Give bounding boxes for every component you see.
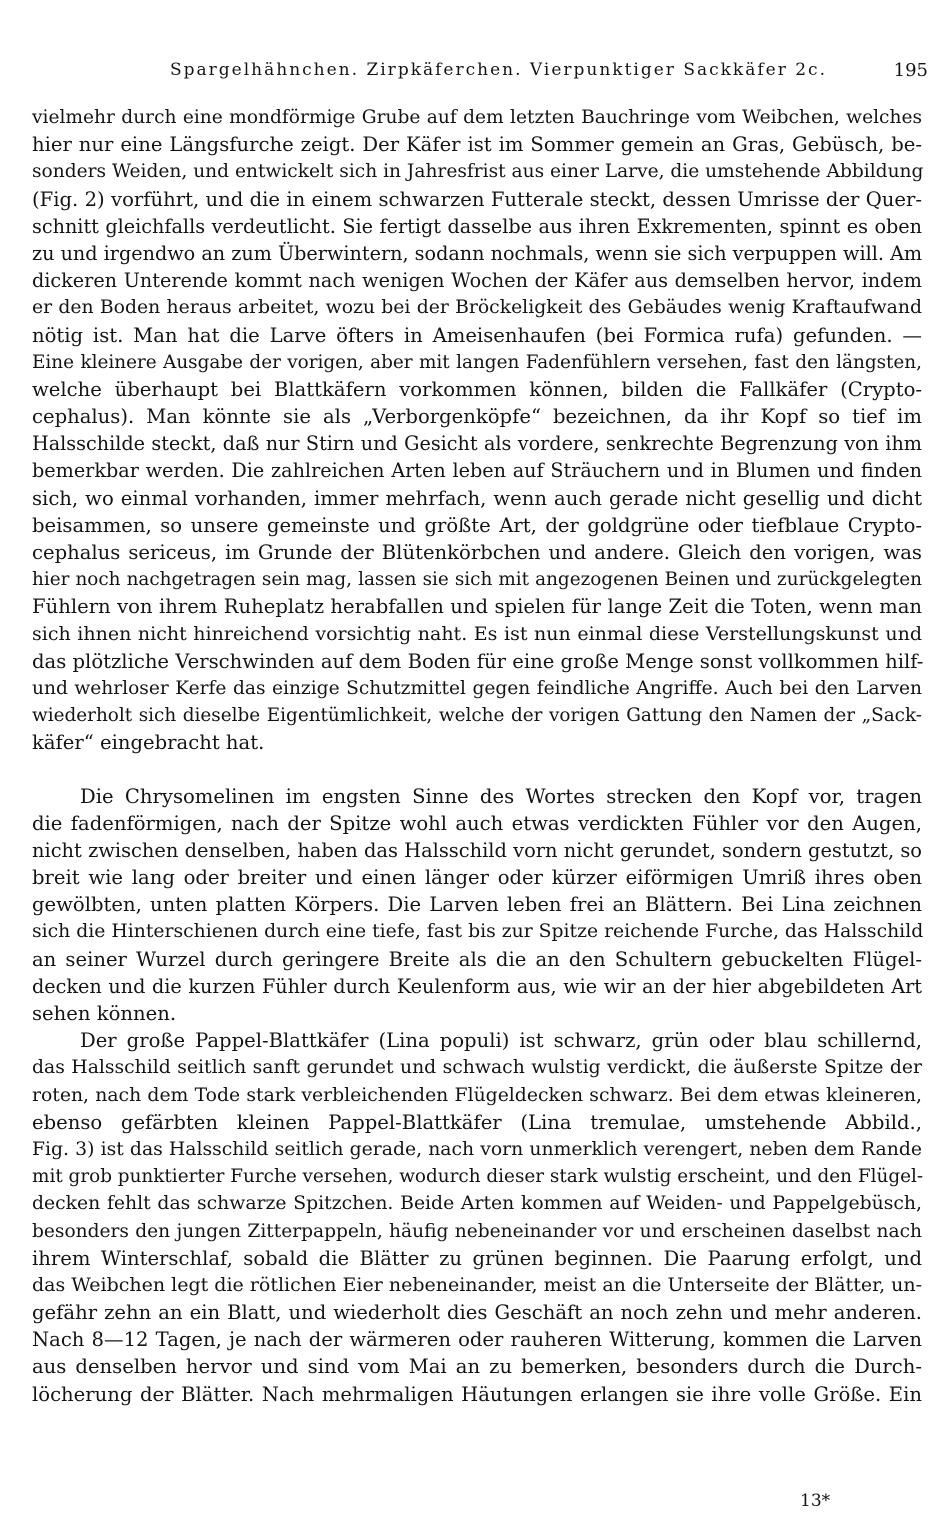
text-line: Eine kleinere Ausgabe der vorigen, aber mit langen Fadenfühlern versehen, fast den längsten, xyxy=(32,351,922,373)
running-head xyxy=(0,0,950,90)
text-line: sehen können. xyxy=(32,1002,177,1025)
text-line: die fadenförmigen, nach der Spitze wohl auch etwas verdickten Fühler vor den Augen, xyxy=(32,811,922,835)
text-line: er den Boden heraus arbeitet, wozu bei der Bröckeligkeit des Gebäudes wenig Kraftaufwand xyxy=(32,297,922,319)
running-head-title: Spargelhähnchen. Zirpkäferchen. Vierpunktiger Sackkäfer 2c. xyxy=(170,60,827,80)
text-line: Fühlern von ihrem Ruheplatz herabfallen und spielen für lange Zeit die Toten, wenn man xyxy=(32,595,922,619)
text-line: und wehrloser Kerfe das einzige Schutzmittel gegen feindliche Angriffe. Auch bei den Larven xyxy=(32,677,922,699)
text-line: schnitt gleichfalls verdeutlicht. Sie fertigt dasselbe aus ihren Exkrementen, spinnt es oben xyxy=(32,214,922,238)
text-line: das plötzliche Verschwinden auf dem Boden für eine große Menge sonst vollkommen hilf- xyxy=(32,649,924,673)
page-number: 195 xyxy=(893,60,928,81)
text-line: beisammen, so unsere gemeinste und größte Art, der goldgrüne oder tiefblaue Crypto- xyxy=(32,513,922,537)
body-text xyxy=(32,104,922,1408)
text-line: an seiner Wurzel durch geringere Breite als die an den Schultern gebuckelten Flügel- xyxy=(32,947,922,971)
paragraph-gap xyxy=(32,757,922,783)
text-line: breit wie lang oder breiter und einen länger oder kürzer eiförmigen Umriß ihres oben xyxy=(32,866,922,890)
text-line: Nach 8—12 Tagen, je nach der wärmeren oder rauheren Witterung, kommen die Larven xyxy=(32,1328,922,1352)
text-line: decken und die kurzen Fühler durch Keulenform aus, wie wir an der hier abgebildeten Art xyxy=(32,974,922,998)
text-line: nötig ist. Man hat die Larve öfters in Ameisenhaufen (bei Formica rufa) gefunden. — xyxy=(32,323,922,347)
text-line: löcherung der Blätter. Nach mehrmaligen Häutungen erlangen sie ihre volle Größe. Ein xyxy=(32,1382,922,1406)
text-line: decken fehlt das schwarze Spitzchen. Beide Arten kommen auf Weiden- und Pappelgebüsch, xyxy=(32,1193,922,1215)
paragraph xyxy=(32,783,922,1028)
text-line: hier nur eine Längsfurche zeigt. Der Käfer ist im Sommer gemein an Gras, Gebüsch, be- xyxy=(32,133,922,157)
text-line: Die Chrysomelinen im engsten Sinne des Wortes strecken den Kopf vor, tragen xyxy=(80,784,922,808)
text-line: vielmehr durch eine mondförmige Grube auf dem letzten Bauchringe vom Weibchen, welches xyxy=(32,107,922,128)
text-line: sich ihnen nicht hinreichend vorsichtig naht. Es ist nun einmal diese Verstellungskunst und xyxy=(32,622,922,645)
text-line: cephalus sericeus, im Grunde der Blütenkörbchen und andere. Gleich den vorigen, was xyxy=(32,541,922,564)
text-line: zu und irgendwo an zum Überwintern, sodann nochmals, wenn sie sich verpuppen will. Am xyxy=(32,241,923,265)
text-line: gewölbten, unten platten Körpers. Die Larven leben frei an Blättern. Bei Lina zeichnen xyxy=(32,893,922,917)
text-line: aus denselben hervor und sind vom Mai an zu bemerken, besonders durch die Durch- xyxy=(32,1355,922,1379)
text-line: roten, nach dem Tode stark verbleichenden Flügeldecken schwarz. Bei dem etwas kleineren, xyxy=(32,1084,922,1106)
text-line: ihrem Winterschlaf, sobald die Blätter zu grünen beginnen. Die Paarung erfolgt, und xyxy=(32,1246,922,1270)
text-line: das Halsschild seitlich sanft gerundet und schwach wulstig verdickt, die äußerste Spitze der xyxy=(32,1057,922,1079)
text-line: gefähr zehn an ein Blatt, und wiederholt dies Geschäft an noch zehn und mehr anderen. xyxy=(32,1301,922,1325)
text-line: Der große Pappel-Blattkäfer (Lina populi) ist schwarz, grün oder blau schillernd, xyxy=(80,1029,922,1053)
text-line: cephalus). Man könnte sie als „Verborgenköpfe“ bezeichnen, da ihr Kopf so tief im xyxy=(32,405,922,429)
text-line: ebenso gefärbten kleinen Pappel-Blattkäfer (Lina tremulae, umstehende Abbild., xyxy=(32,1110,922,1134)
text-line: sich, wo einmal vorhanden, immer mehrfach, wenn auch gerade nicht gesellig und dicht xyxy=(32,486,922,510)
text-line: besonders den jungen Zitterpappeln, häufig nebeneinander vor und erscheinen daselbst nach xyxy=(32,1220,922,1242)
text-line: hier noch nachgetragen sein mag, lassen sie sich mit angezogenen Beinen und zurückgelegten xyxy=(32,569,922,591)
text-line: wiederholt sich dieselbe Eigentümlichkeit, welche der vorigen Gattung den Namen der „Sack- xyxy=(32,705,922,727)
text-line: käfer“ eingebracht hat. xyxy=(32,731,265,755)
text-line: Halsschilde steckt, daß nur Stirn und Gesicht als vordere, senkrechte Begrenzung von ihm xyxy=(32,432,922,456)
text-line: sich die Hinterschienen durch eine tiefe, fast bis zur Spitze reichende Furche, das Halsschild xyxy=(32,921,924,943)
paragraph xyxy=(32,1027,922,1408)
paragraph xyxy=(32,104,922,757)
text-line: das Weibchen legt die rötlichen Eier nebeneinander, meist an die Unterseite der Blätter, un- xyxy=(32,1273,923,1296)
text-line: dickeren Unterende kommt nach wenigen Wochen der Käfer aus demselben hervor, indem xyxy=(32,269,922,293)
text-line: welche überhaupt bei Blattkäfern vorkommen können, bilden die Fallkäfer (Crypto- xyxy=(32,377,922,401)
text-line: nicht zwischen denselben, haben das Halsschild vorn nicht gerundet, sondern gestutzt, so xyxy=(32,838,922,862)
text-line: mit grob punktierter Furche versehen, wodurch dieser stark wulstig erscheint, und den Flügel- xyxy=(32,1166,924,1188)
text-line: Fig. 3) ist das Halsschild seitlich gerade, nach vorn unmerklich verengert, neben dem Rande xyxy=(32,1138,922,1160)
text-line: sonders Weiden, und entwickelt sich in Jahresfrist aus einer Larve, die umstehende Abbildung xyxy=(32,161,924,183)
sheet-signature: 13* xyxy=(800,1491,831,1511)
text-line: (Fig. 2) vorführt, und die in einem schwarzen Futterale steckt, dessen Umrisse der Quer- xyxy=(32,187,922,211)
text-line: bemerkbar werden. Die zahlreichen Arten leben auf Sträuchern und in Blumen und finden xyxy=(32,459,922,483)
